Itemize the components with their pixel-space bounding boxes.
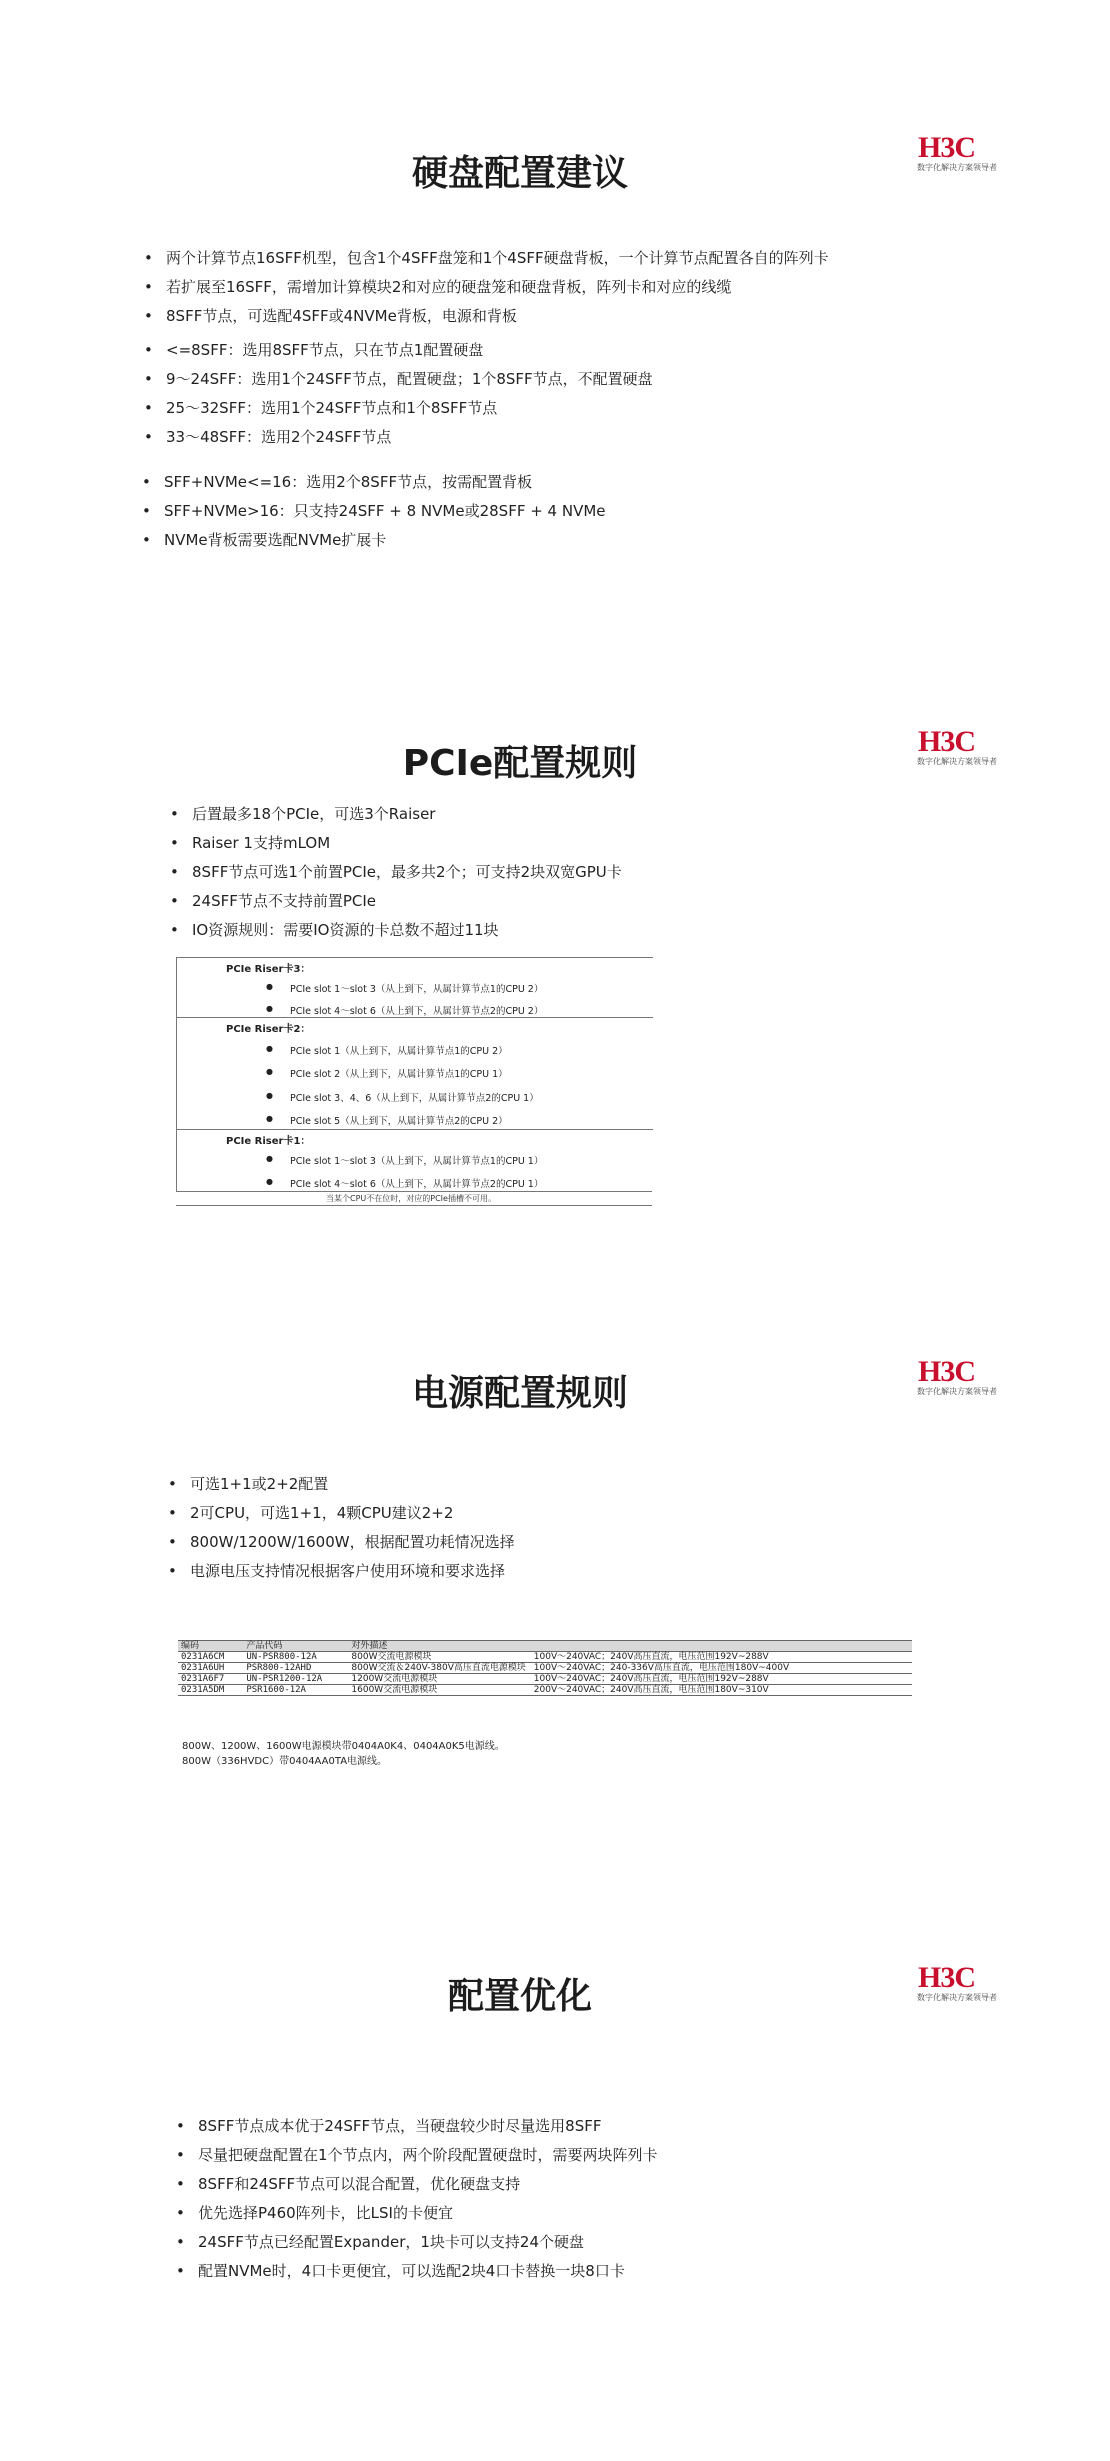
h3c-logo: H3C 数字化解决方案领导者: [917, 1961, 997, 2002]
slide-title: 配置优化: [447, 1976, 592, 2017]
riser-divider: [176, 1205, 652, 1206]
list-item: • 若扩展至16SFF，需增加计算模块2和对应的硬盘笼和硬盘背板，阵列卡和对应的线缆: [144, 278, 732, 296]
bullet-list: [176, 2112, 658, 2286]
list-item: • 配置NVMe时，4口卡更便宜，可以选配2块4口卡替换一块8口卡: [176, 2262, 625, 2280]
list-item: • Raiser 1支持mLOM: [170, 834, 331, 852]
table-cell: 200V～240VAC；240V高压直流，电压范围180V~310V: [531, 1685, 912, 1696]
bullet-list: [144, 244, 829, 331]
list-item: • 25～32SFF：选用1个24SFF节点和1个8SFF节点: [144, 399, 498, 417]
column-header: [531, 1641, 912, 1652]
list-item: • 电源电压支持情况根据客户使用环境和要求选择: [168, 1562, 506, 1580]
table-cell: 1600W交流电源模块: [348, 1685, 530, 1696]
table-cell: 0231A6F7: [178, 1674, 243, 1685]
riser-note: 当某个CPU不在位时，对应的PCIe插槽不可用。: [326, 1194, 496, 1203]
table-cell: 100V～240VAC；240-336V高压直流，电压范围180V~400V: [531, 1663, 912, 1674]
table-row: [178, 1652, 912, 1663]
table-row: [178, 1674, 912, 1685]
table-cell: UN-PSR1200-12A: [243, 1674, 348, 1685]
h3c-logo: H3C 数字化解决方案领导者: [917, 1355, 997, 1396]
list-item: • 尽量把硬盘配置在1个节点内，两个阶段配置硬盘时，需要两块阵列卡: [176, 2146, 658, 2164]
table-header-row: [178, 1641, 912, 1652]
riser-1-header: PCIe Riser卡1：: [226, 1136, 311, 1147]
table-cell: UN-PSR800-12A: [243, 1652, 348, 1663]
list-item: • 24SFF节点不支持前置PCIe: [170, 892, 377, 910]
table-cell: PSR1600-12A: [243, 1685, 348, 1696]
psu-note-line: 800W（336HVDC）带0404AA0TA电源线。: [182, 1756, 388, 1767]
slide-disk-config: [0, 0, 1110, 615]
list-item: • 8SFF节点，可选配4SFF或4NVMe背板，电源和背板: [144, 307, 517, 325]
slide-power-rules: [0, 1230, 1110, 1845]
psu-table: [178, 1640, 912, 1696]
list-item: • IO资源规则：需要IO资源的卡总数不超过11块: [170, 921, 499, 939]
table-cell: 100V～240VAC；240V高压直流，电压范围192V~288V: [531, 1674, 912, 1685]
table-cell: 100V～240VAC；240V高压直流，电压范围192V~288V: [531, 1652, 912, 1663]
list-item: • SFF+NVMe>16：只支持24SFF + 8 NVMe或28SFF + 4 NVMe: [142, 502, 606, 520]
table-cell: 0231A5DM: [178, 1685, 243, 1696]
h3c-logo: H3C 数字化解决方案领导者: [917, 725, 997, 766]
psu-notes: [182, 1739, 505, 1769]
list-item: • 8SFF节点可选1个前置PCIe，最多共2个；可支持2块双宽GPU卡: [170, 863, 622, 881]
slide-title: 硬盘配置建议: [411, 153, 628, 194]
riser-slot: ● PCIe slot 1～slot 3（从上到下，从属计算节点1的CPU 1）: [290, 1153, 543, 1167]
riser-3-header: PCIe Riser卡3：: [226, 964, 311, 975]
list-item: • 9～24SFF：选用1个24SFF节点，配置硬盘；1个8SFF节点，不配置硬盘: [144, 370, 653, 388]
bullet-list: [144, 336, 653, 452]
riser-slot: ● PCIe slot 1～slot 3（从上到下，从属计算节点1的CPU 2）: [290, 981, 543, 995]
slide-title: PCIe配置规则: [402, 743, 638, 784]
h3c-logo: H3C 数字化解决方案领导者: [917, 131, 997, 172]
list-item: • 8SFF和24SFF节点可以混合配置，优化硬盘支持: [176, 2175, 521, 2193]
list-item: • SFF+NVMe<=16：选用2个8SFF节点，按需配置背板: [142, 473, 533, 491]
table-cell: 1200W交流电源模块: [348, 1674, 530, 1685]
table-cell: PSR800-12AHD: [243, 1663, 348, 1674]
psu-note-line: 800W、1200W、1600W电源模块带0404A0K4、0404A0K5电源线。: [182, 1741, 505, 1752]
table-cell: 800W交流电源模块: [348, 1652, 530, 1663]
list-item: • 800W/1200W/1600W，根据配置功耗情况选择: [168, 1533, 515, 1551]
riser-divider: [176, 1191, 652, 1192]
riser-slot: ● PCIe slot 1（从上到下，从属计算节点1的CPU 2）: [290, 1043, 508, 1057]
list-item: • 两个计算节点16SFF机型，包含1个4SFF盘笼和1个4SFF硬盘背板，一个计算节点配置各自的阵列卡: [144, 249, 829, 267]
list-item: • 8SFF节点成本优于24SFF节点，当硬盘较少时尽量选用8SFF: [176, 2117, 602, 2135]
slide-config-optimization: [0, 1846, 1110, 2461]
list-item: • 2可CPU，可选1+1，4颗CPU建议2+2: [168, 1504, 454, 1522]
bullet-list: [170, 800, 622, 945]
list-item: • NVMe背板需要选配NVMe扩展卡: [142, 531, 387, 549]
column-header: 对外描述: [348, 1641, 530, 1652]
riser-2-header: PCIe Riser卡2：: [226, 1024, 311, 1035]
riser-slot: ● PCIe slot 3、4、6（从上到下，从属计算节点2的CPU 1）: [290, 1090, 539, 1104]
slide-title: 电源配置规则: [411, 1373, 628, 1414]
table-row: [178, 1685, 912, 1696]
column-header: 编码: [178, 1641, 243, 1652]
list-item: • 可选1+1或2+2配置: [168, 1475, 329, 1493]
riser-slot: ● PCIe slot 4～slot 6（从上到下，从属计算节点2的CPU 1）: [290, 1176, 543, 1190]
list-item: • 优先选择P460阵列卡，比LSI的卡便宜: [176, 2204, 453, 2222]
riser-slot: ● PCIe slot 4～slot 6（从上到下，从属计算节点2的CPU 2）: [290, 1003, 543, 1017]
list-item: • 33～48SFF：选用2个24SFF节点: [144, 428, 392, 446]
bullet-list: [142, 468, 606, 555]
column-header: 产品代码: [243, 1641, 348, 1652]
table-cell: 800W交流＆240V-380V高压直流电源模块: [348, 1663, 530, 1674]
riser-slot: ● PCIe slot 2（从上到下，从属计算节点1的CPU 1）: [290, 1066, 508, 1080]
table-cell: 0231A6CM: [178, 1652, 243, 1663]
pcie-riser-diagram: [176, 957, 652, 1207]
list-item: • 24SFF节点已经配置Expander，1块卡可以支持24个硬盘: [176, 2233, 584, 2251]
table-cell: 0231A6UH: [178, 1663, 243, 1674]
list-item: • 后置最多18个PCIe，可选3个Raiser: [170, 805, 436, 823]
riser-slot: ● PCIe slot 5（从上到下，从属计算节点2的CPU 2）: [290, 1113, 508, 1127]
bullet-list: [168, 1470, 515, 1586]
list-item: • <=8SFF：选用8SFF节点，只在节点1配置硬盘: [144, 341, 484, 359]
table-row: [178, 1663, 912, 1674]
